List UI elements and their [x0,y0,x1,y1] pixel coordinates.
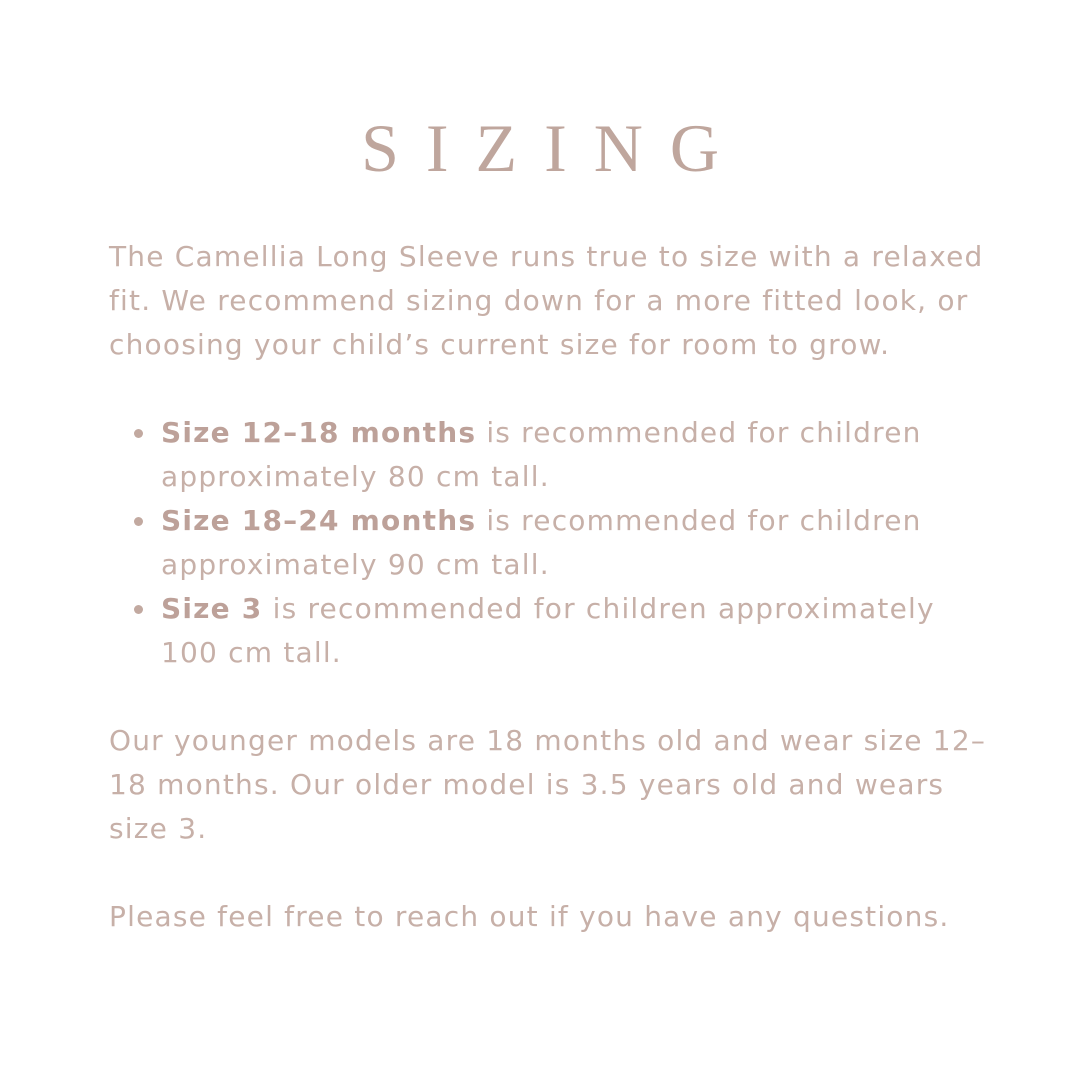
bullet-icon [134,605,143,614]
closing-paragraph: Please feel free to reach out if you have any questions. [109,900,950,933]
size-description: is recommended for children approximately 80 cm tall. [161,416,922,493]
size-description: is recommended for children approximately 100 cm tall. [161,592,935,669]
bullet-icon [134,429,143,438]
size-label: Size 12–18 months [161,416,477,449]
bullet-icon [134,517,143,526]
sizing-content [109,235,989,939]
intro-paragraph: The Camellia Long Sleeve runs true to size with a relaxed fit. We recommend sizing down for a more fitted look, or choosing your child’s current size for room to grow. [109,240,984,361]
models-paragraph: Our younger models are 18 months old and wear size 12–18 months. Our older model is 3.5 years old and wears size 3. [109,724,987,845]
spacer [109,367,989,411]
size-label: Size 18–24 months [161,504,477,537]
size-description: is recommended for children approximately 90 cm tall. [161,504,922,581]
spacer [109,675,989,719]
size-list-item [161,587,989,675]
size-list-item [161,411,989,499]
size-list [109,411,989,675]
page-title: SIZING [361,110,746,186]
size-label: Size 3 [161,592,263,625]
size-list-item [161,499,989,587]
spacer [109,851,989,895]
